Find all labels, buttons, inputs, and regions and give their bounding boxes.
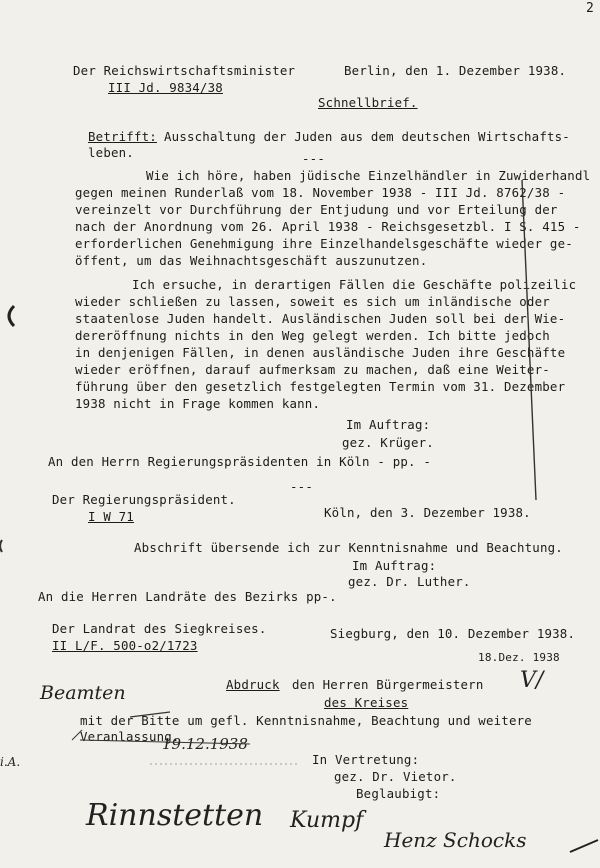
on-behalf-ministry: Im Auftrag: — [346, 417, 431, 432]
file-number-ministry: III Jd. 9834/38 — [108, 80, 223, 95]
paragraph-2-line: in denjenigen Fällen, in denen ausländische Juden ihre Geschäfte — [75, 345, 566, 360]
urgent-letter-label: Schnellbrief. — [318, 95, 418, 110]
paragraph-2-line: Ich ersuche, in derartigen Fällen die Geschäfte polizeilic — [132, 277, 577, 292]
copy-recipients: den Herren Bürgermeistern — [292, 677, 484, 692]
copy-label: Abdruck — [226, 677, 280, 692]
request-line-2: Veranlassung. — [80, 729, 180, 744]
file-number-cologne: I W 71 — [88, 509, 134, 524]
hand-stroke — [72, 730, 82, 740]
margin-pen-line — [522, 180, 536, 500]
paragraph-2-line: wieder schließen zu lassen, soweit es sich um inländische oder — [75, 294, 550, 309]
left-margin-bracket — [9, 306, 14, 326]
paragraph-2-line: dereröffnung nichts in den Weg gelegt werden. Ich bitte jedoch — [75, 328, 550, 343]
paragraph-2-line: staatenlose Juden handelt. Ausländischen Juden soll bei der Wie- — [75, 311, 566, 326]
signed-krueger: gez. Krüger. — [342, 435, 434, 450]
handwritten-date: 19.12.1938 — [162, 735, 248, 753]
strike-through — [130, 712, 170, 717]
paragraph-1-line: gegen meinen Runderlaß vom 18. November 1938 - III Jd. 8762/38 - — [75, 185, 566, 200]
sender-cologne: Der Regierungspräsident. — [52, 492, 236, 507]
handwritten-signature-2: Kumpf — [290, 808, 364, 833]
sender-ministry: Der Reichswirtschaftsminister — [73, 63, 296, 78]
paragraph-1-line: vereinzelt vor Durchführung der Entjudung und vor Erteilung der — [75, 202, 558, 217]
certified-label: Beglaubigt: — [356, 786, 441, 801]
corner-scribble — [570, 840, 598, 852]
subject-line-2: leben. — [88, 145, 134, 160]
paragraph-2-line: wieder eröffnen, darauf aufmerksam zu machen, daß eine Weiter- — [75, 362, 550, 377]
district-label: des Kreises — [324, 695, 409, 710]
signed-luther: gez. Dr. Luther. — [348, 574, 471, 589]
paragraph-1-line: öffent, um das Weihnachtsgeschäft auszunutzen. — [75, 253, 428, 268]
page-number: 2 — [586, 1, 595, 16]
place-date-berlin: Berlin, den 1. Dezember 1938. — [344, 63, 567, 78]
signed-vietor: gez. Dr. Vietor. — [334, 769, 457, 784]
paragraph-1-line: Wie ich höre, haben jüdische Einzelhändler in Zuwiderhandl — [146, 168, 591, 183]
place-date-siegburg: Siegburg, den 10. Dezember 1938. — [330, 626, 576, 641]
on-behalf-cologne: Im Auftrag: — [352, 558, 437, 573]
handwritten-margin-letters: i.A. — [0, 755, 21, 769]
cologne-forwarding-text: Abschrift übersende ich zur Kenntnisnahme und Beachtung. — [134, 540, 563, 555]
separator-1: --- — [290, 479, 313, 494]
recipient-regierungspraesident: An den Herrn Regierungspräsidenten in Köln - pp. - — [48, 454, 431, 469]
subject-separator: --- — [302, 151, 325, 166]
handwritten-signature-1: Rinnstetten — [86, 798, 264, 833]
received-stamp: 18.Dez. 1938 — [478, 651, 560, 664]
subject-label: Betrifft: — [88, 129, 157, 144]
paragraph-2-line: führung über den gesetzlich festgelegten Termin vom 31. Dezember — [75, 379, 566, 394]
left-margin-mark — [0, 540, 2, 552]
paragraph-2-line: 1938 nicht in Frage kommen kann. — [75, 396, 321, 411]
date-underline — [80, 740, 250, 744]
paragraph-1-line: nach der Anordnung vom 26. April 1938 - Reichsgesetzbl. I S. 415 - — [75, 219, 581, 234]
subject-line-1: Ausschaltung der Juden aus dem deutschen Wirtschafts- — [164, 129, 570, 144]
request-line-1: mit der Bitte um gefl. Kenntnisnahme, Beachtung und weitere — [80, 713, 532, 728]
paragraph-1-line: erforderlichen Genehmigung ihre Einzelhandelsgeschäfte wieder ge- — [75, 236, 573, 251]
sender-siegkreis: Der Landrat des Siegkreises. — [52, 621, 267, 636]
handwritten-beamten: Beamten — [40, 682, 126, 704]
place-date-cologne: Köln, den 3. Dezember 1938. — [324, 505, 531, 520]
deputy-label: In Vertretung: — [312, 752, 420, 767]
handwritten-signature-3: Henz Schocks — [384, 828, 527, 852]
handwritten-initials: V/ — [520, 668, 544, 693]
file-number-siegkreis: II L/F. 500-o2/1723 — [52, 638, 198, 653]
recipient-landraete: An die Herren Landräte des Bezirks pp-. — [38, 589, 337, 604]
